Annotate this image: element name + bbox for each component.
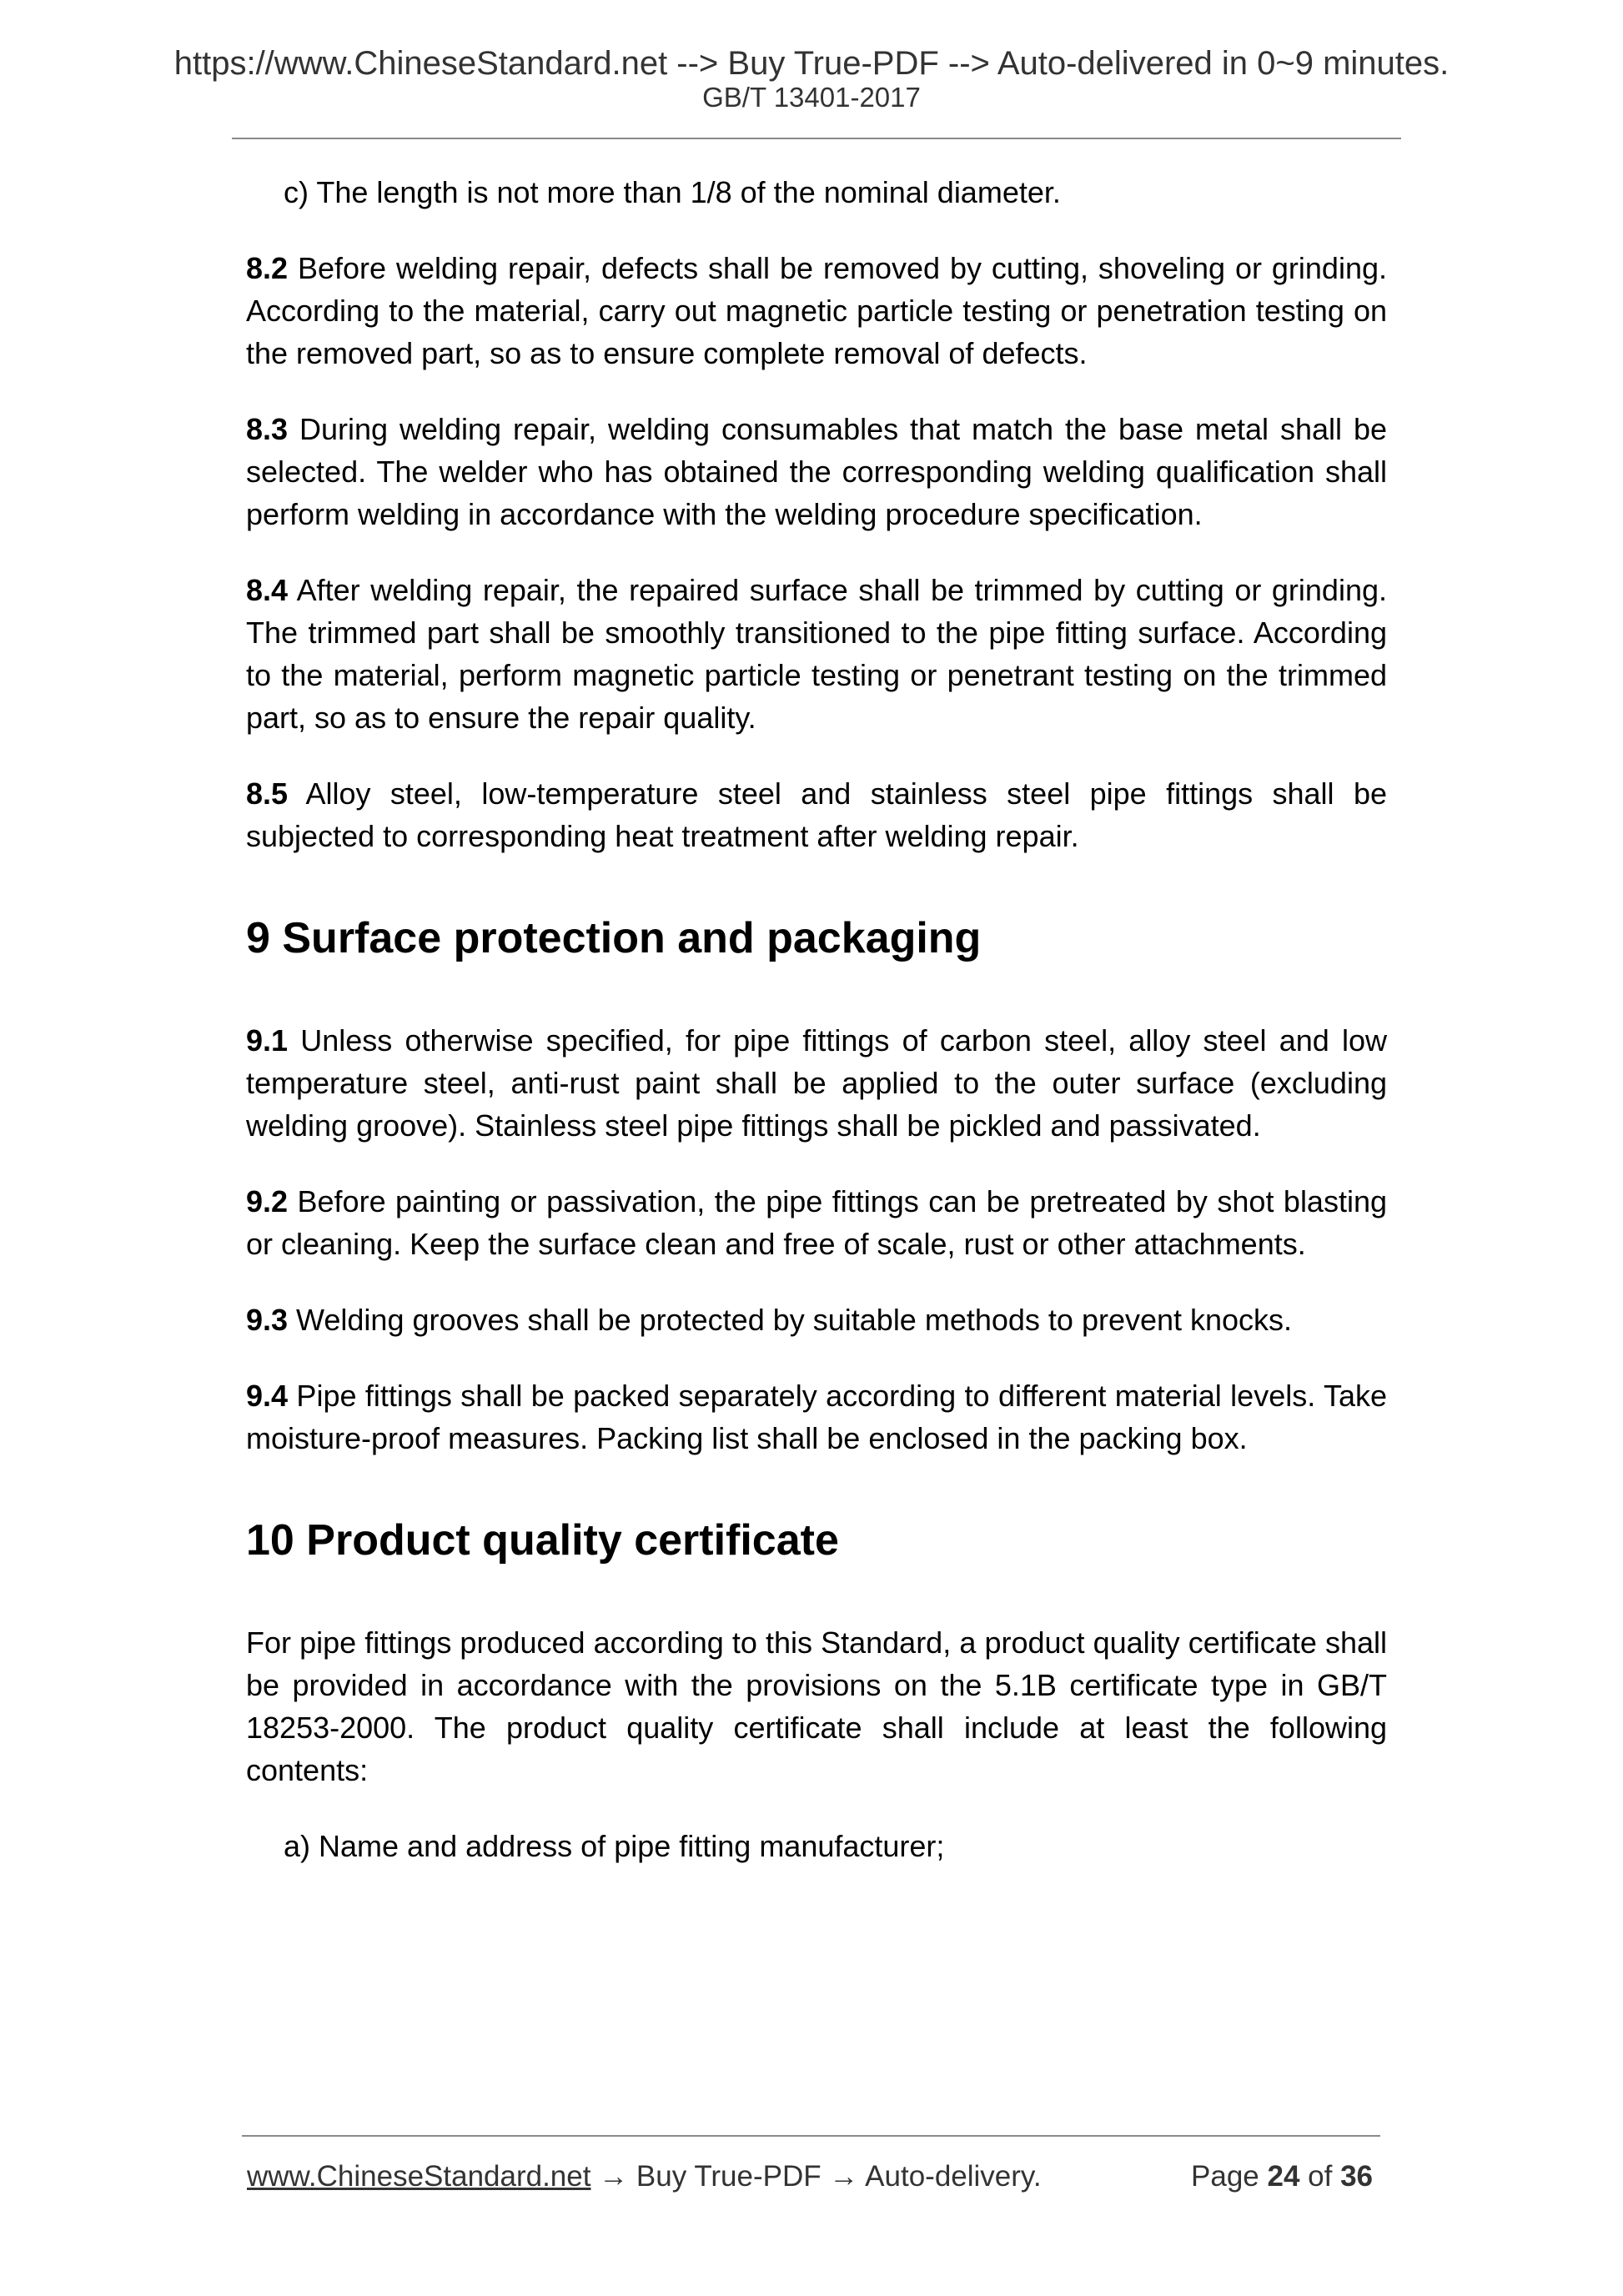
page-label: Page — [1191, 2160, 1268, 2193]
footer-divider — [242, 2135, 1380, 2137]
page-of-label: of — [1299, 2160, 1341, 2193]
footer-site-link[interactable]: www.ChineseStandard.net — [247, 2160, 591, 2193]
section-10-intro: For pipe fittings produced according to this Standard, a product quality certificate shall be provided in accordance with the provisions on the 5.1B certificate type in GB/T 18253-2000. The product quality certificate shall include at least the following contents: — [246, 1625, 1387, 1787]
clause-9-4 — [246, 1374, 1387, 1459]
clause-8-3 — [246, 408, 1387, 535]
header-url-line: https://www.ChineseStandard.net --> Buy True-PDF --> Auto-delivered in 0~9 minutes. — [173, 45, 1450, 82]
clause-number: 8.2 — [246, 251, 289, 285]
clause-text: Unless otherwise specified, for pipe fittings of carbon steel, alloy steel and low temperature steel, anti-rust paint shall be applied to the outer surface (excluding welding groove). Stainless steel pipe fittings shall be pickled and passivated. — [246, 1023, 1387, 1143]
clause-number: 8.3 — [246, 412, 289, 446]
clause-text: During welding repair, welding consumables that match the base metal shall be selected. The welder who has obtained the corresponding welding qualification shall perform welding in accordance with the welding procedure specification. — [246, 412, 1387, 531]
clause-text: Before painting or passivation, the pipe fittings can be pretreated by shot blasting or cleaning. Keep the surface clean and free of scale, rust or other attachments. — [246, 1184, 1387, 1261]
clause-text: Pipe fittings shall be packed separately according to different material levels. Take moisture-proof measures. Packing list shall be enclosed in the packing box. — [246, 1379, 1387, 1455]
clause-text: After welding repair, the repaired surface shall be trimmed by cutting or grinding. The trimmed part shall be smoothly transitioned to the pipe fitting surface. According to the material, perform magnetic particle testing or penetrant testing on the trimmed part, so as to ensure the repair quality. — [246, 573, 1387, 735]
clause-8-5 — [246, 772, 1387, 857]
page-total: 36 — [1340, 2160, 1373, 2193]
list-item-c: c) The length is not more than 1/8 of the nominal diameter. — [284, 175, 1061, 209]
clause-8-2 — [246, 247, 1387, 374]
page-number: 24 — [1267, 2160, 1300, 2193]
clause-text: Before welding repair, defects shall be removed by cutting, shoveling or grinding. According to the material, carry out magnetic particle testing or penetration testing on the removed part, so as to ensure complete removal of defects. — [246, 251, 1387, 370]
clause-number: 8.5 — [246, 776, 289, 811]
clause-number: 9.3 — [246, 1303, 289, 1337]
footer-promo — [247, 2159, 1042, 2194]
clause-9-1 — [246, 1019, 1387, 1147]
page-indicator — [1191, 2159, 1373, 2194]
header-standard-number: GB/T 13401-2017 — [702, 82, 921, 113]
header-divider — [232, 138, 1401, 139]
clause-8-4 — [246, 569, 1387, 739]
footer-tagline: → Buy True-PDF → Auto-delivery. — [590, 2160, 1042, 2193]
clause-9-3 — [246, 1299, 1387, 1341]
clause-number: 9.4 — [246, 1379, 289, 1413]
section-9-heading: 9 Surface protection and packaging — [246, 914, 982, 962]
clause-text: Welding grooves shall be protected by suitable methods to prevent knocks. — [288, 1303, 1293, 1337]
list-item-a: a) Name and address of pipe fitting manufacturer; — [284, 1829, 945, 1863]
main-content — [246, 171, 1387, 1901]
clause-text: Alloy steel, low-temperature steel and stainless steel pipe fittings shall be subjected to corresponding heat treatment after welding repair. — [246, 776, 1387, 853]
clause-9-2 — [246, 1180, 1387, 1265]
clause-number: 9.1 — [246, 1023, 289, 1058]
clause-number: 8.4 — [246, 573, 289, 607]
section-10-heading: 10 Product quality certificate — [246, 1516, 839, 1565]
clause-number: 9.2 — [246, 1184, 289, 1218]
